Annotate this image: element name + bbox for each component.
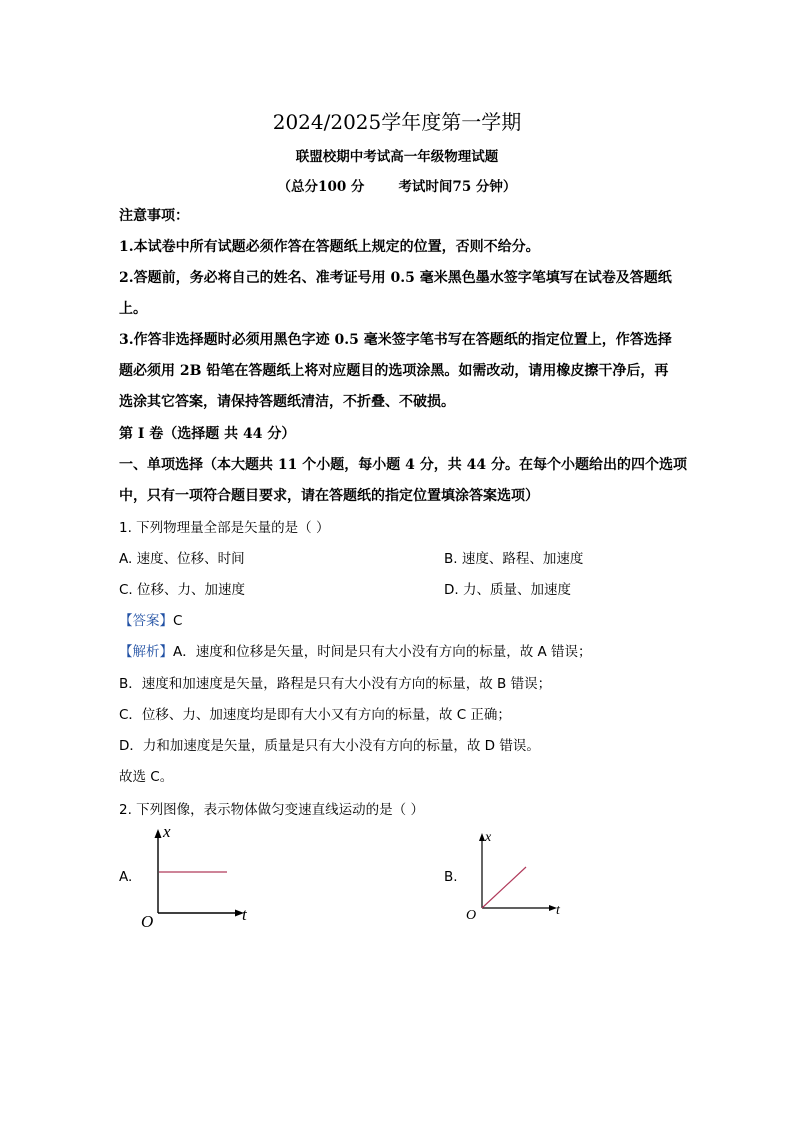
note-1: 1.本试卷中所有试题必须作答在答题纸上规定的位置，否则不给分。 — [119, 239, 540, 255]
exam-time: 考试时间75 分钟） — [398, 179, 517, 195]
question-1-stem: 1. 下列物理量全部是矢量的是（ ） — [119, 520, 330, 536]
section-instructions-2: 中，只有一项符合题目要求，请在答题纸的指定位置填涂答案选项） — [119, 488, 539, 504]
total-score: （总分100 分 — [277, 179, 365, 195]
answer-tag: 【答案】 — [119, 613, 173, 629]
origin-label: O — [141, 912, 154, 930]
note-2-line-1: 2.答题前，务必将自己的姓名、准考证号用 0.5 毫米黑色墨水签字笔填写在试卷及答题纸 — [119, 270, 672, 286]
question-1-analysis-c: C．位移、力、加速度均是即有大小又有方向的标量，故 C 正确； — [119, 707, 511, 723]
axis-label-t: t — [556, 903, 560, 918]
answer-value: C — [173, 613, 183, 629]
question-1-analysis-d: D．力和加速度是矢量，质量是只有大小没有方向的标量，故 D 错误。 — [119, 738, 540, 754]
page-title: 2024/2025学年度第一学期 — [272, 110, 522, 134]
origin-label: O — [466, 908, 477, 923]
question-1-option-c: C. 位移、力、加速度 — [119, 582, 246, 598]
y-axis-arrow — [155, 829, 162, 838]
axis-label-x: x — [485, 830, 492, 845]
note-3-line-3: 选涂其它答案，请保持答题纸清洁，不折叠、不破损。 — [119, 394, 455, 410]
exam-meta — [0, 175, 794, 195]
question-1-option-a: A. 速度、位移、时间 — [119, 551, 245, 567]
exam-subtitle: 联盟校期中考试高一年级物理试题 — [295, 149, 499, 165]
analysis-tag: 【解析】 — [119, 644, 173, 660]
axis-label-t: t — [242, 905, 247, 924]
graph-line — [482, 867, 526, 908]
question-1-analysis-b: B．速度和加速度是矢量，路程是只有大小没有方向的标量，故 B 错误； — [119, 676, 552, 692]
question-1-answer — [119, 611, 182, 631]
axis-label-x: x — [163, 822, 171, 841]
part-heading: 第 I 卷（选择题 共 44 分） — [119, 426, 296, 442]
notes-heading: 注意事项： — [119, 208, 189, 224]
question-1-conclusion: 故选 C。 — [119, 769, 174, 785]
question-2-option-a-label: A. — [119, 869, 133, 885]
question-1-analysis-a — [119, 642, 592, 662]
question-2-stem: 2. 下列图像，表示物体做匀变速直线运动的是（ ） — [119, 802, 424, 818]
question-1-option-b: B. 速度、路程、加速度 — [444, 551, 584, 567]
question-1-option-d: D. 力、质量、加速度 — [444, 582, 571, 598]
section-instructions-1: 一、单项选择（本大题共 11 个小题，每小题 4 分，共 44 分。在每个小题给出的四个选项 — [119, 457, 687, 473]
note-3-line-2: 题必须用 2B 铅笔在答题纸上将对应题目的选项涂黑。如需改动，请用橡皮擦干净后，再 — [119, 363, 669, 379]
question-2-option-b-label: B. — [444, 869, 458, 885]
note-3-line-1: 3.作答非选择题时必须用黑色字迹 0.5 毫米签字笔书写在答题纸的指定位置上，作答选择 — [119, 332, 672, 348]
analysis-text-a: A．速度和位移是矢量，时间是只有大小没有方向的标量，故 A 错误； — [173, 644, 592, 660]
question-2-option-b-graph — [460, 825, 570, 925]
question-2-option-a-graph — [135, 820, 255, 930]
note-2-line-2: 上。 — [119, 301, 147, 317]
